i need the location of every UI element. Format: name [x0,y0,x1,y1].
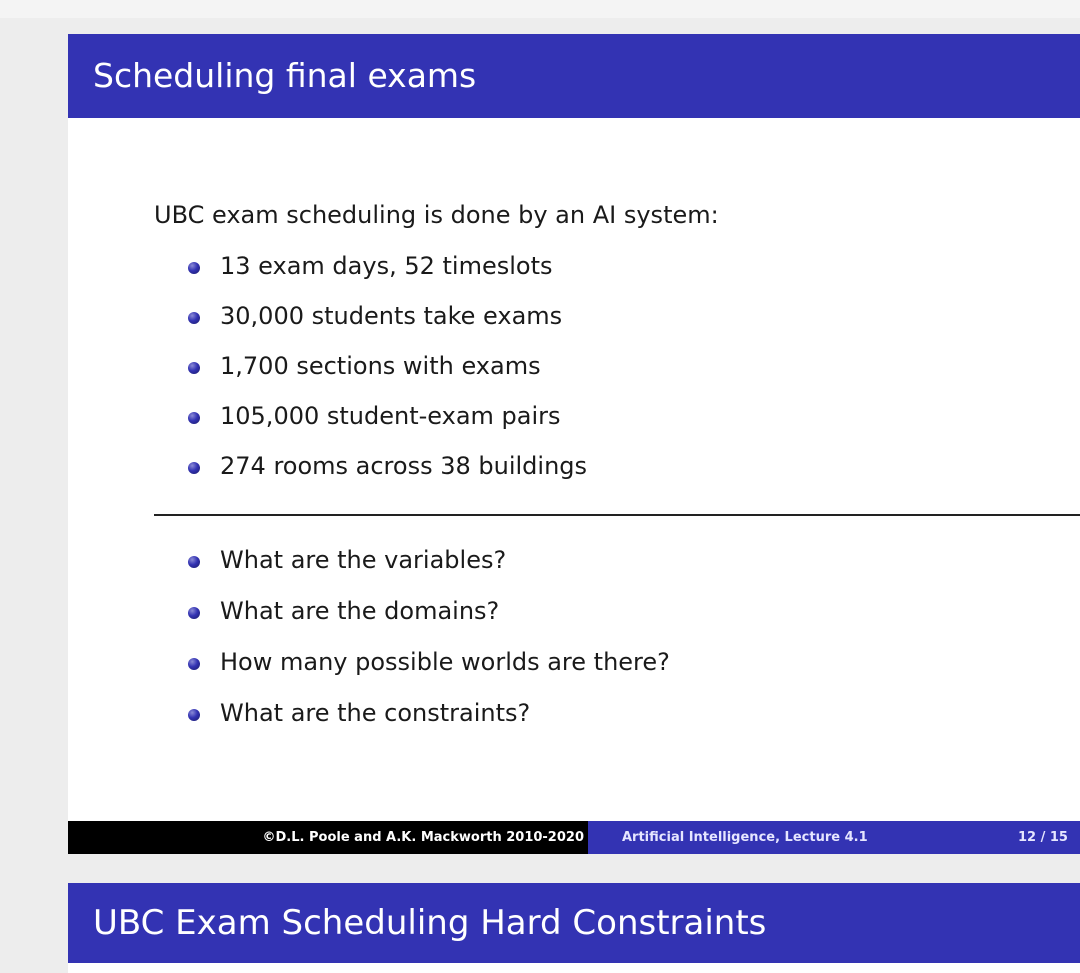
list-item-text: 13 exam days, 52 timeslots [220,252,553,280]
bullet-icon [188,709,200,721]
footer-course: Artificial Intelligence, Lecture 4.1 [622,830,868,845]
list-item-text: 274 rooms across 38 buildings [220,452,588,480]
footer-author: ©D.L. Poole and A.K. Mackworth 2010-2020 [68,821,588,854]
bullet-icon [188,658,200,670]
slide-footer [68,821,1080,854]
slide-13 [68,883,1080,973]
bullet-icon [188,362,200,374]
list-item [188,400,587,450]
bullet-icon [188,556,200,568]
viewer-top-strip [0,0,1080,18]
list-item [188,544,670,595]
slide-12 [68,34,1080,854]
list-item-text: What are the variables? [220,546,507,574]
bullet-icon [188,412,200,424]
list-item [188,300,587,350]
slide-intro-text: UBC exam scheduling is done by an AI system: [154,201,719,229]
bullet-icon [188,312,200,324]
footer-page-number: 12 / 15 [1018,830,1068,845]
bullet-icon [188,607,200,619]
list-item [188,250,587,300]
list-item [188,450,587,500]
list-item [188,595,670,646]
bullet-icon [188,462,200,474]
list-item-text: 105,000 student-exam pairs [220,402,561,430]
bullet-icon [188,262,200,274]
questions-list [188,544,670,748]
list-item [188,350,587,400]
list-item [188,646,670,697]
list-item-text: How many possible worlds are there? [220,648,670,676]
list-item-text: What are the domains? [220,597,500,625]
slide-title: Scheduling final exams [93,56,477,95]
slide-title: UBC Exam Scheduling Hard Constraints [93,903,767,943]
facts-list [188,250,587,500]
list-item-text: What are the constraints? [220,699,531,727]
footer-course-block [588,821,1080,854]
list-item [188,697,670,748]
divider-rule [154,514,1080,516]
slide-header [68,34,1080,118]
list-item-text: 1,700 sections with exams [220,352,541,380]
slide-header [68,883,1080,963]
list-item-text: 30,000 students take exams [220,302,563,330]
